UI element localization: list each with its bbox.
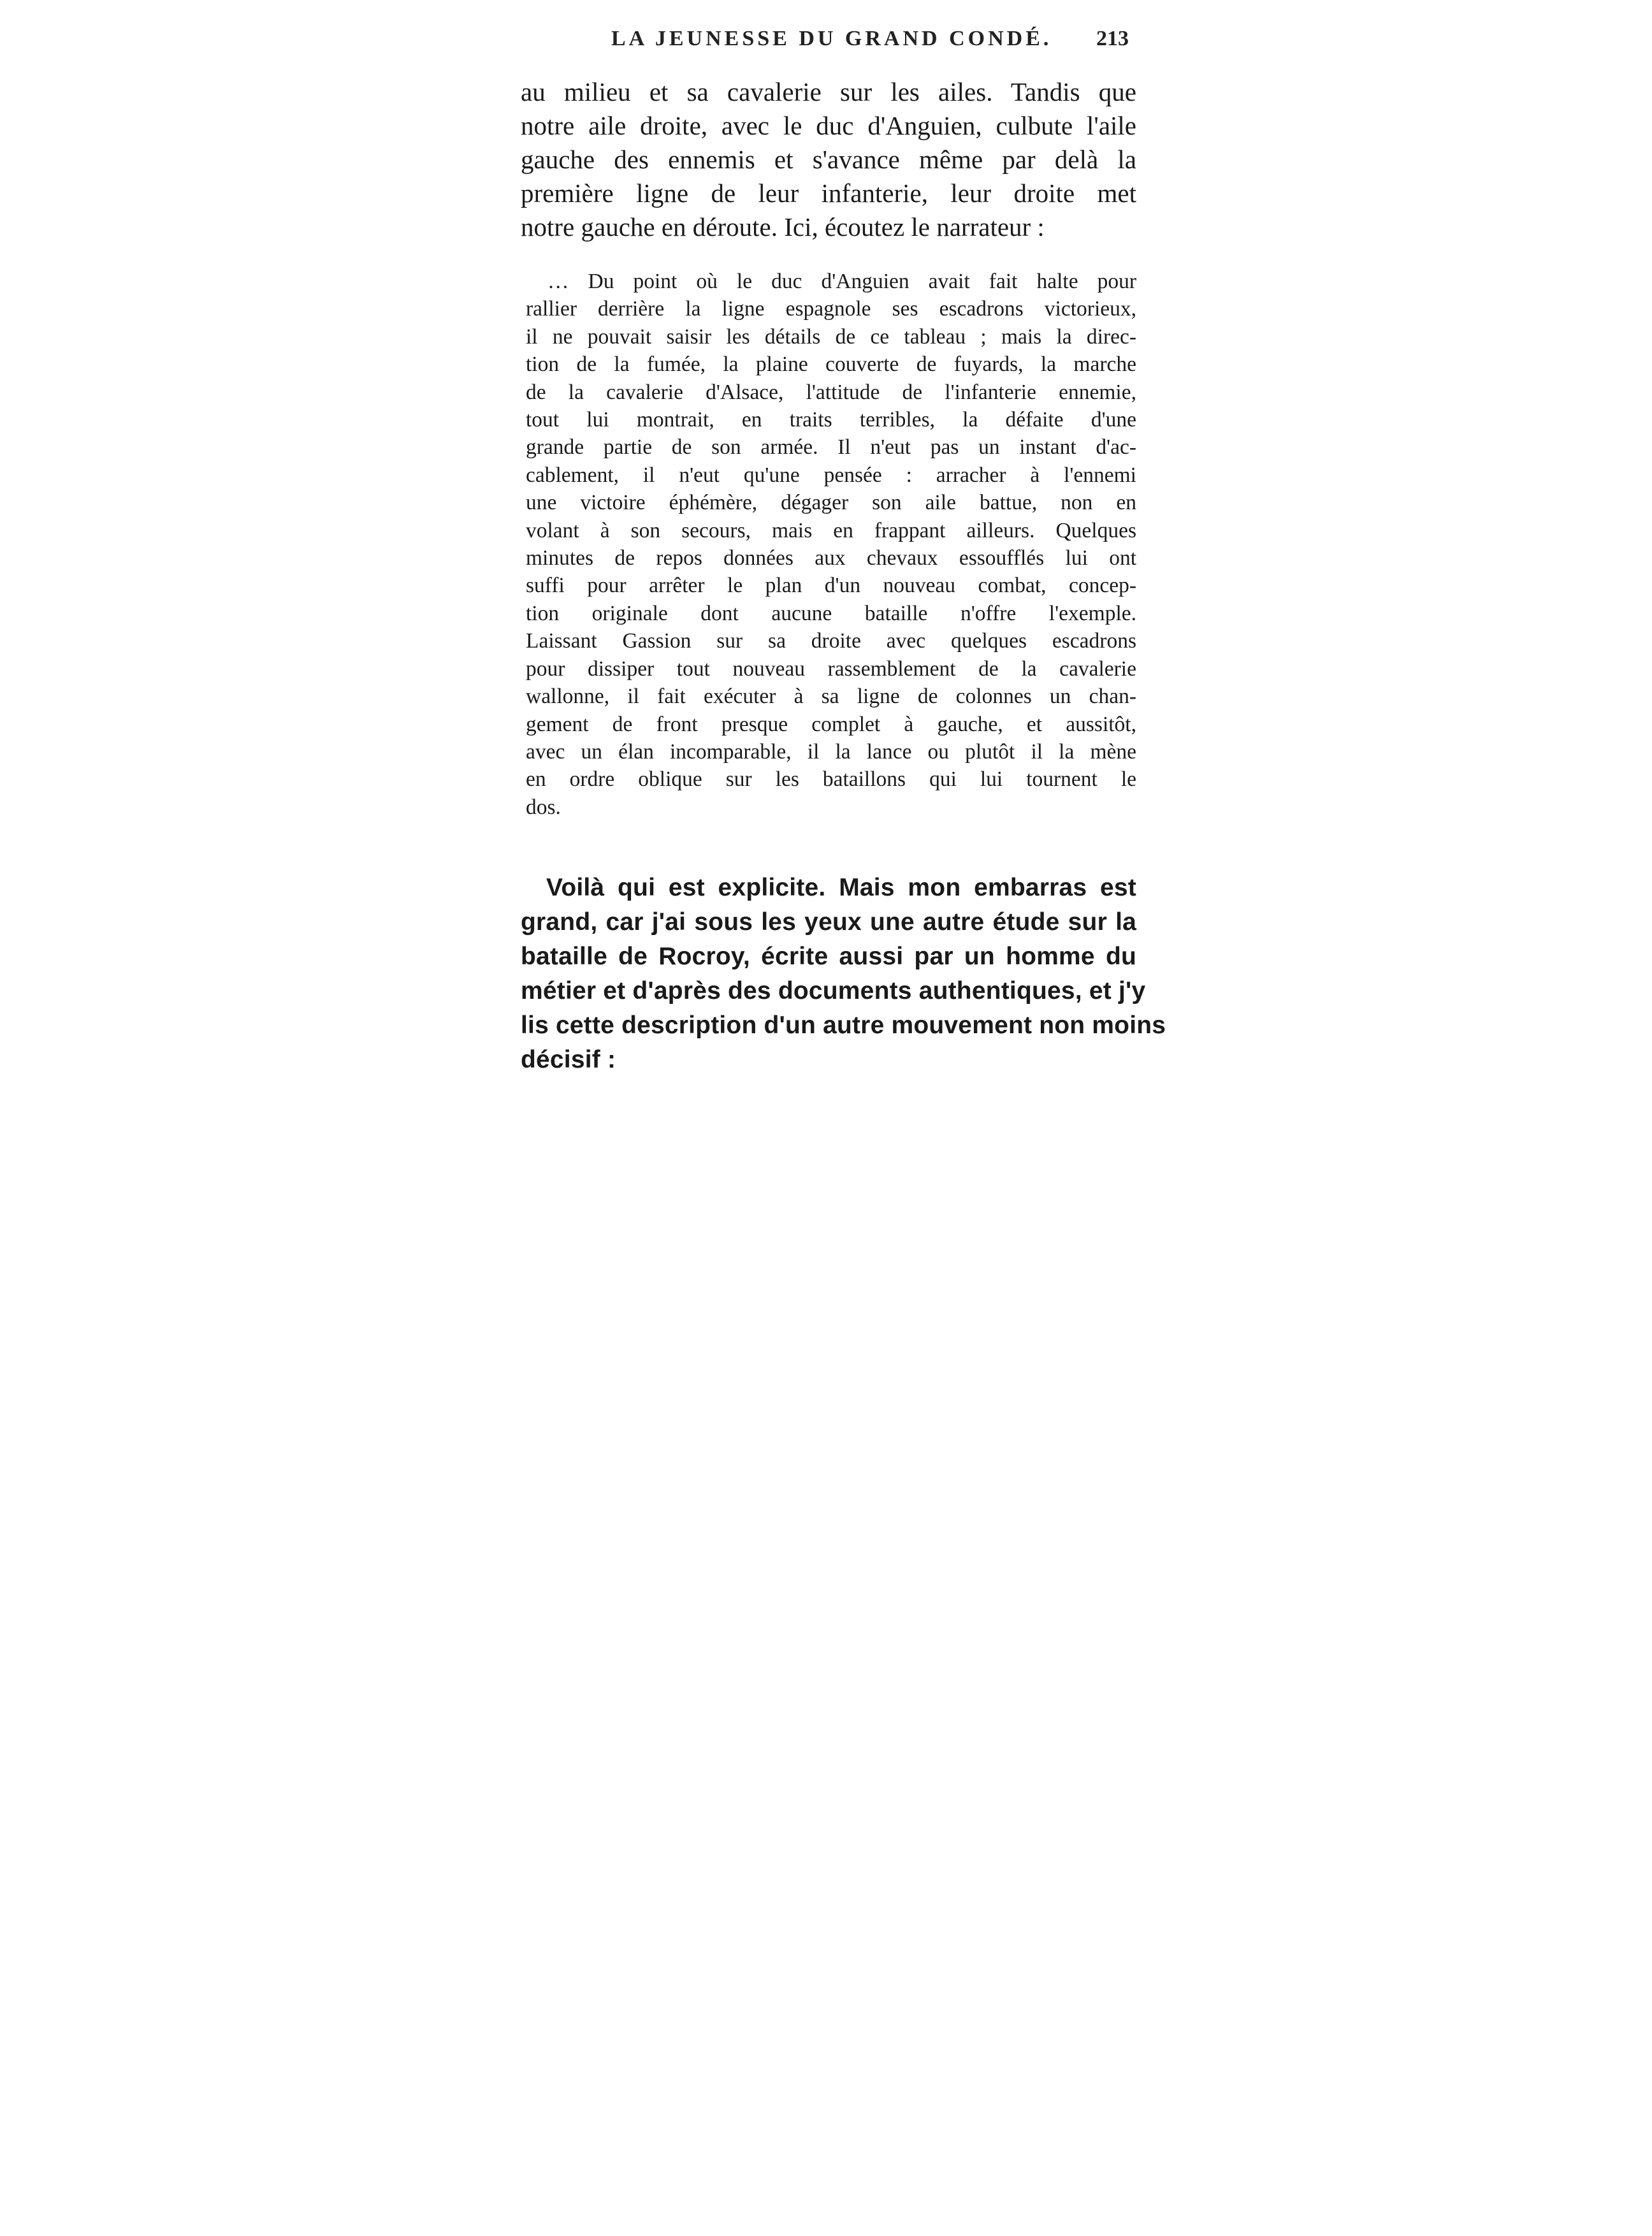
text-line: avec un élan incomparable, il la lance ou plutôt il la mène	[526, 739, 1136, 764]
text-line: Voilà qui est explicite. Mais mon embarras est	[546, 874, 1136, 901]
page-number: 213	[1096, 27, 1129, 50]
text-line: au milieu et sa cavalerie sur les ailes. Tandis que	[521, 77, 1136, 106]
text-line: … Du point où le duc d'Anguien avait fait halte pour	[547, 270, 1136, 293]
text-line: gement de front presque complet à gauche, et aussitôt,	[526, 712, 1136, 736]
text-line: wallonne, il fait exécuter à sa ligne de colonnes un chan-	[526, 685, 1136, 709]
text-line: première ligne de leur infanterie, leur droite met	[521, 178, 1136, 208]
text-line: il ne pouvait saisir les détails de ce tableau ; mais la direc-	[526, 324, 1136, 349]
text-line: cablement, il n'eut qu'une pensée : arracher à l'ennemi	[526, 463, 1136, 487]
text-line: volant à son secours, mais en frappant ailleurs. Quelques	[526, 518, 1136, 542]
text-line: bataille de Rocroy, écrite aussi par un homme du	[521, 943, 1136, 970]
paragraph-2	[521, 871, 1166, 1077]
text-line: Laissant Gassion sur sa droite avec quelques escadrons	[526, 629, 1136, 653]
block-quotation	[526, 268, 1136, 821]
text-line: tout lui montrait, en traits terribles, la défaite d'une	[526, 408, 1136, 432]
text-line: décisif :	[521, 1046, 616, 1073]
text-line: pour dissiper tout nouveau rassemblement de la cavalerie	[526, 657, 1136, 681]
text-line: dos.	[526, 795, 561, 819]
text-line: tion originale dont aucune bataille n'offre l'exemple.	[526, 601, 1136, 625]
running-head	[521, 27, 1136, 65]
text-line: métier et d'après des documents authentiques, et j'y	[521, 977, 1146, 1005]
running-title: LA JEUNESSE DU GRAND CONDÉ.	[611, 27, 1052, 50]
text-line: notre gauche en déroute. Ici, écoutez le narrateur :	[521, 212, 1045, 242]
text-line: grand, car j'ai sous les yeux une autre étude sur la	[521, 908, 1136, 936]
text-line: tion de la fumée, la plaine couverte de fuyards, la marche	[526, 352, 1136, 377]
text-line: suffi pour arrêter le plan d'un nouveau combat, concep-	[526, 574, 1136, 598]
text-line: grande partie de son armée. Il n'eut pas un instant d'ac-	[526, 435, 1136, 460]
text-line: lis cette description d'un autre mouvement non moins	[521, 1012, 1166, 1039]
text-line: notre aile droite, avec le duc d'Anguien, culbute l'aile	[521, 111, 1136, 140]
paragraph-1	[521, 75, 1136, 244]
text-line: une victoire éphémère, dégager son aile battue, non en	[526, 491, 1136, 515]
text-line: gauche des ennemis et s'avance même par delà la	[521, 145, 1136, 174]
text-line: en ordre oblique sur les bataillons qui lui tournent le	[526, 767, 1136, 792]
text-line: de la cavalerie d'Alsace, l'attitude de l'infanterie ennemie,	[526, 380, 1136, 404]
text-line: minutes de repos données aux chevaux essoufflés lui ont	[526, 546, 1136, 570]
text-line: rallier derrière la ligne espagnole ses escadrons victorieux,	[526, 297, 1136, 321]
